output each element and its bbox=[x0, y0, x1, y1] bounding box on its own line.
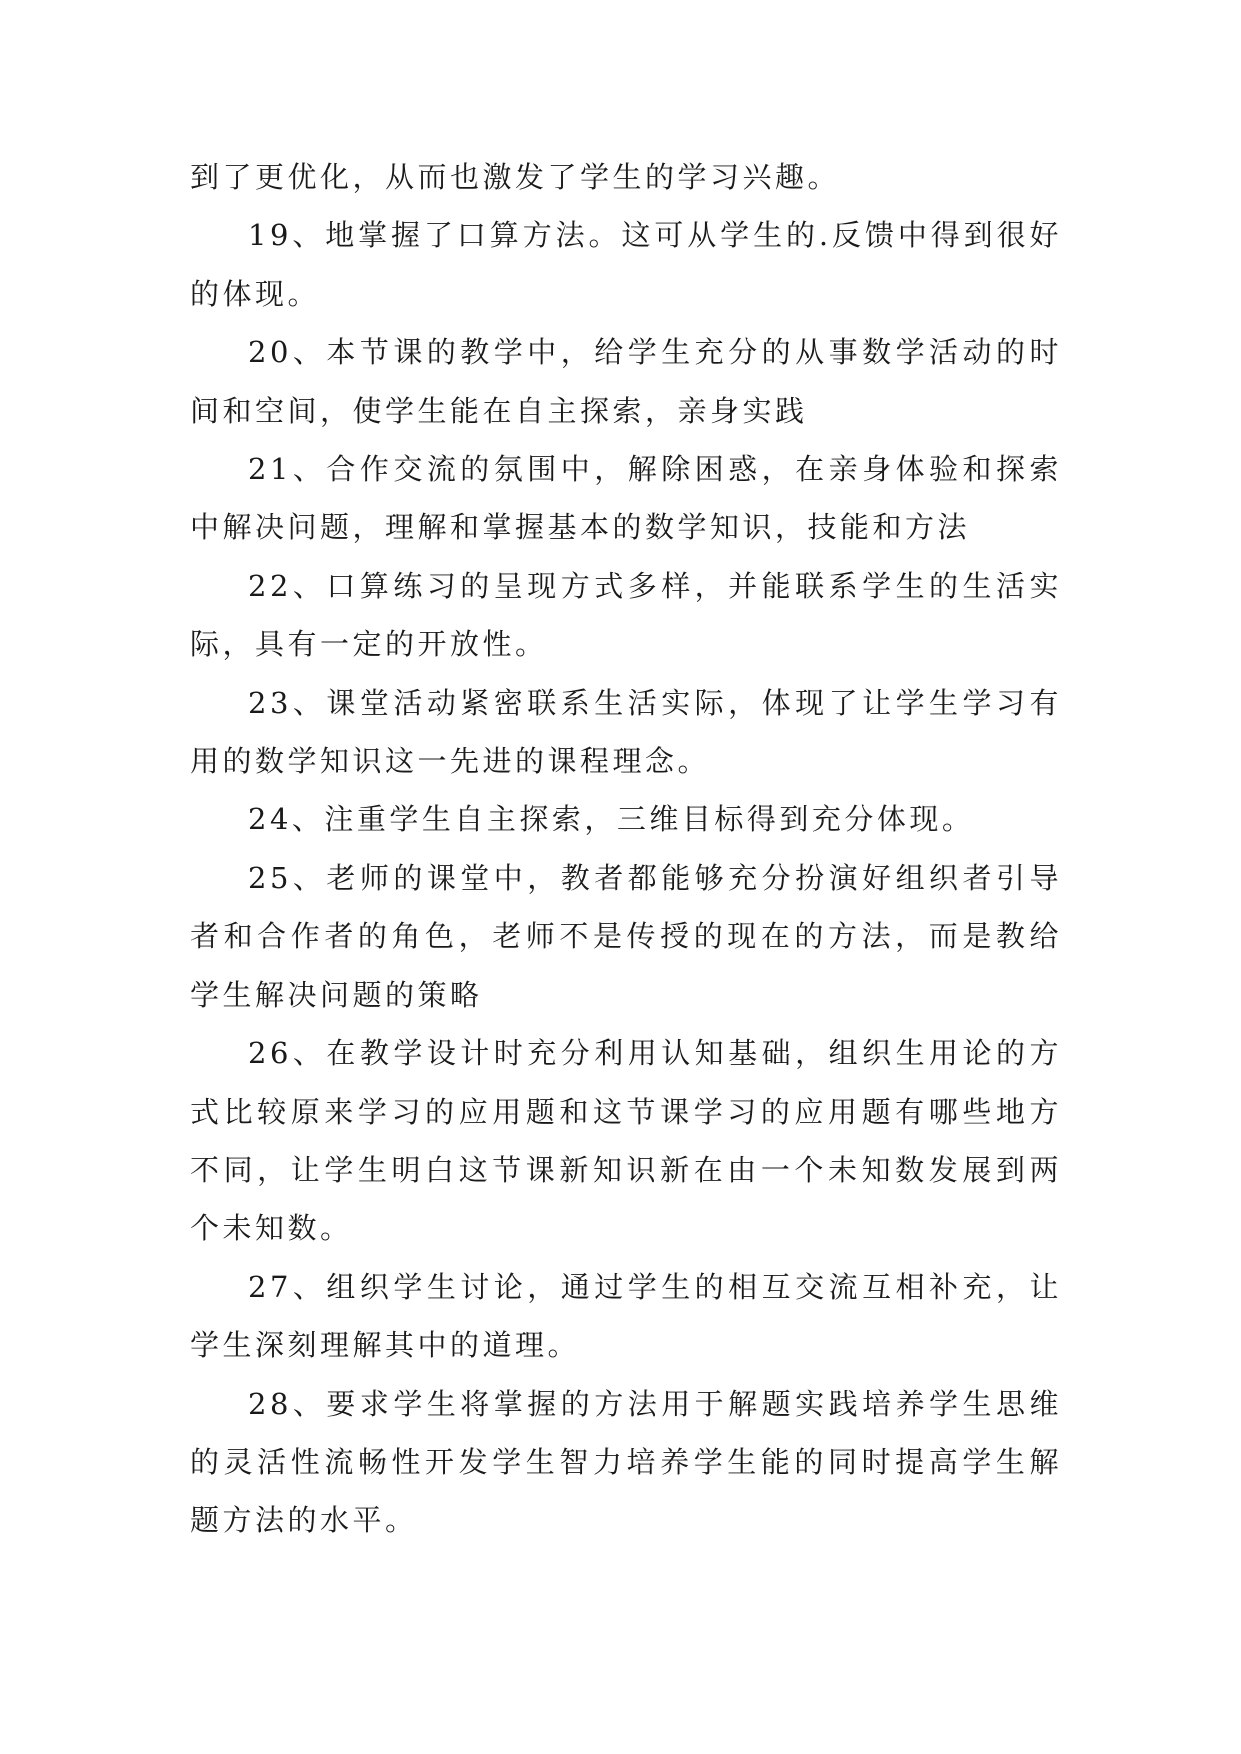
paragraph-26: 26、在教学设计时充分利用认知基础，组织生用论的方式比较原来学习的应用题和这节课学习的应用题有哪些地方不同，让学生明白这节课新知识新在由一个未知数发展到两个未知数。 bbox=[190, 1036, 1062, 1246]
paragraph-27: 27、组织学生讨论，通过学生的相互交流互相补充，让学生深刻理解其中的道理。 bbox=[190, 1269, 1062, 1363]
paragraph-28: 28、要求学生将掌握的方法用于解题实践培养学生思维的灵活性流畅性开发学生智力培养学生能的同时提高学生解题方法的水平。 bbox=[190, 1386, 1062, 1538]
paragraph-22: 22、口算练习的呈现方式多样，并能联系学生的生活实际，具有一定的开放性。 bbox=[190, 568, 1062, 662]
paragraph-20: 20、本节课的教学中，给学生充分的从事数学活动的时间和空间，使学生能在自主探索，亲身实践 bbox=[190, 335, 1062, 428]
paragraph-19: 19、地掌握了口算方法。这可从学生的.反馈中得到很好的体现。 bbox=[190, 218, 1062, 311]
paragraph-21: 21、合作交流的氛围中，解除困惑，在亲身体验和探索中解决问题，理解和掌握基本的数学知识，技能和方法 bbox=[190, 452, 1062, 545]
paragraph-25: 25、老师的课堂中，教者都能够充分扮演好组织者引导者和合作者的角色，老师不是传授的现在的方法，而是教给学生解决问题的策略 bbox=[190, 860, 1062, 1012]
paragraph-18-continuation: 到了更优化，从而也激发了学生的学习兴趣。 bbox=[190, 160, 841, 194]
paragraph-23: 23、课堂活动紧密联系生活实际，体现了让学生学习有用的数学知识这一先进的课程理念。 bbox=[190, 685, 1062, 779]
paragraph-24: 24、注重学生自主探索，三维目标得到充分体现。 bbox=[248, 802, 975, 837]
document-page bbox=[190, 148, 1062, 1550]
